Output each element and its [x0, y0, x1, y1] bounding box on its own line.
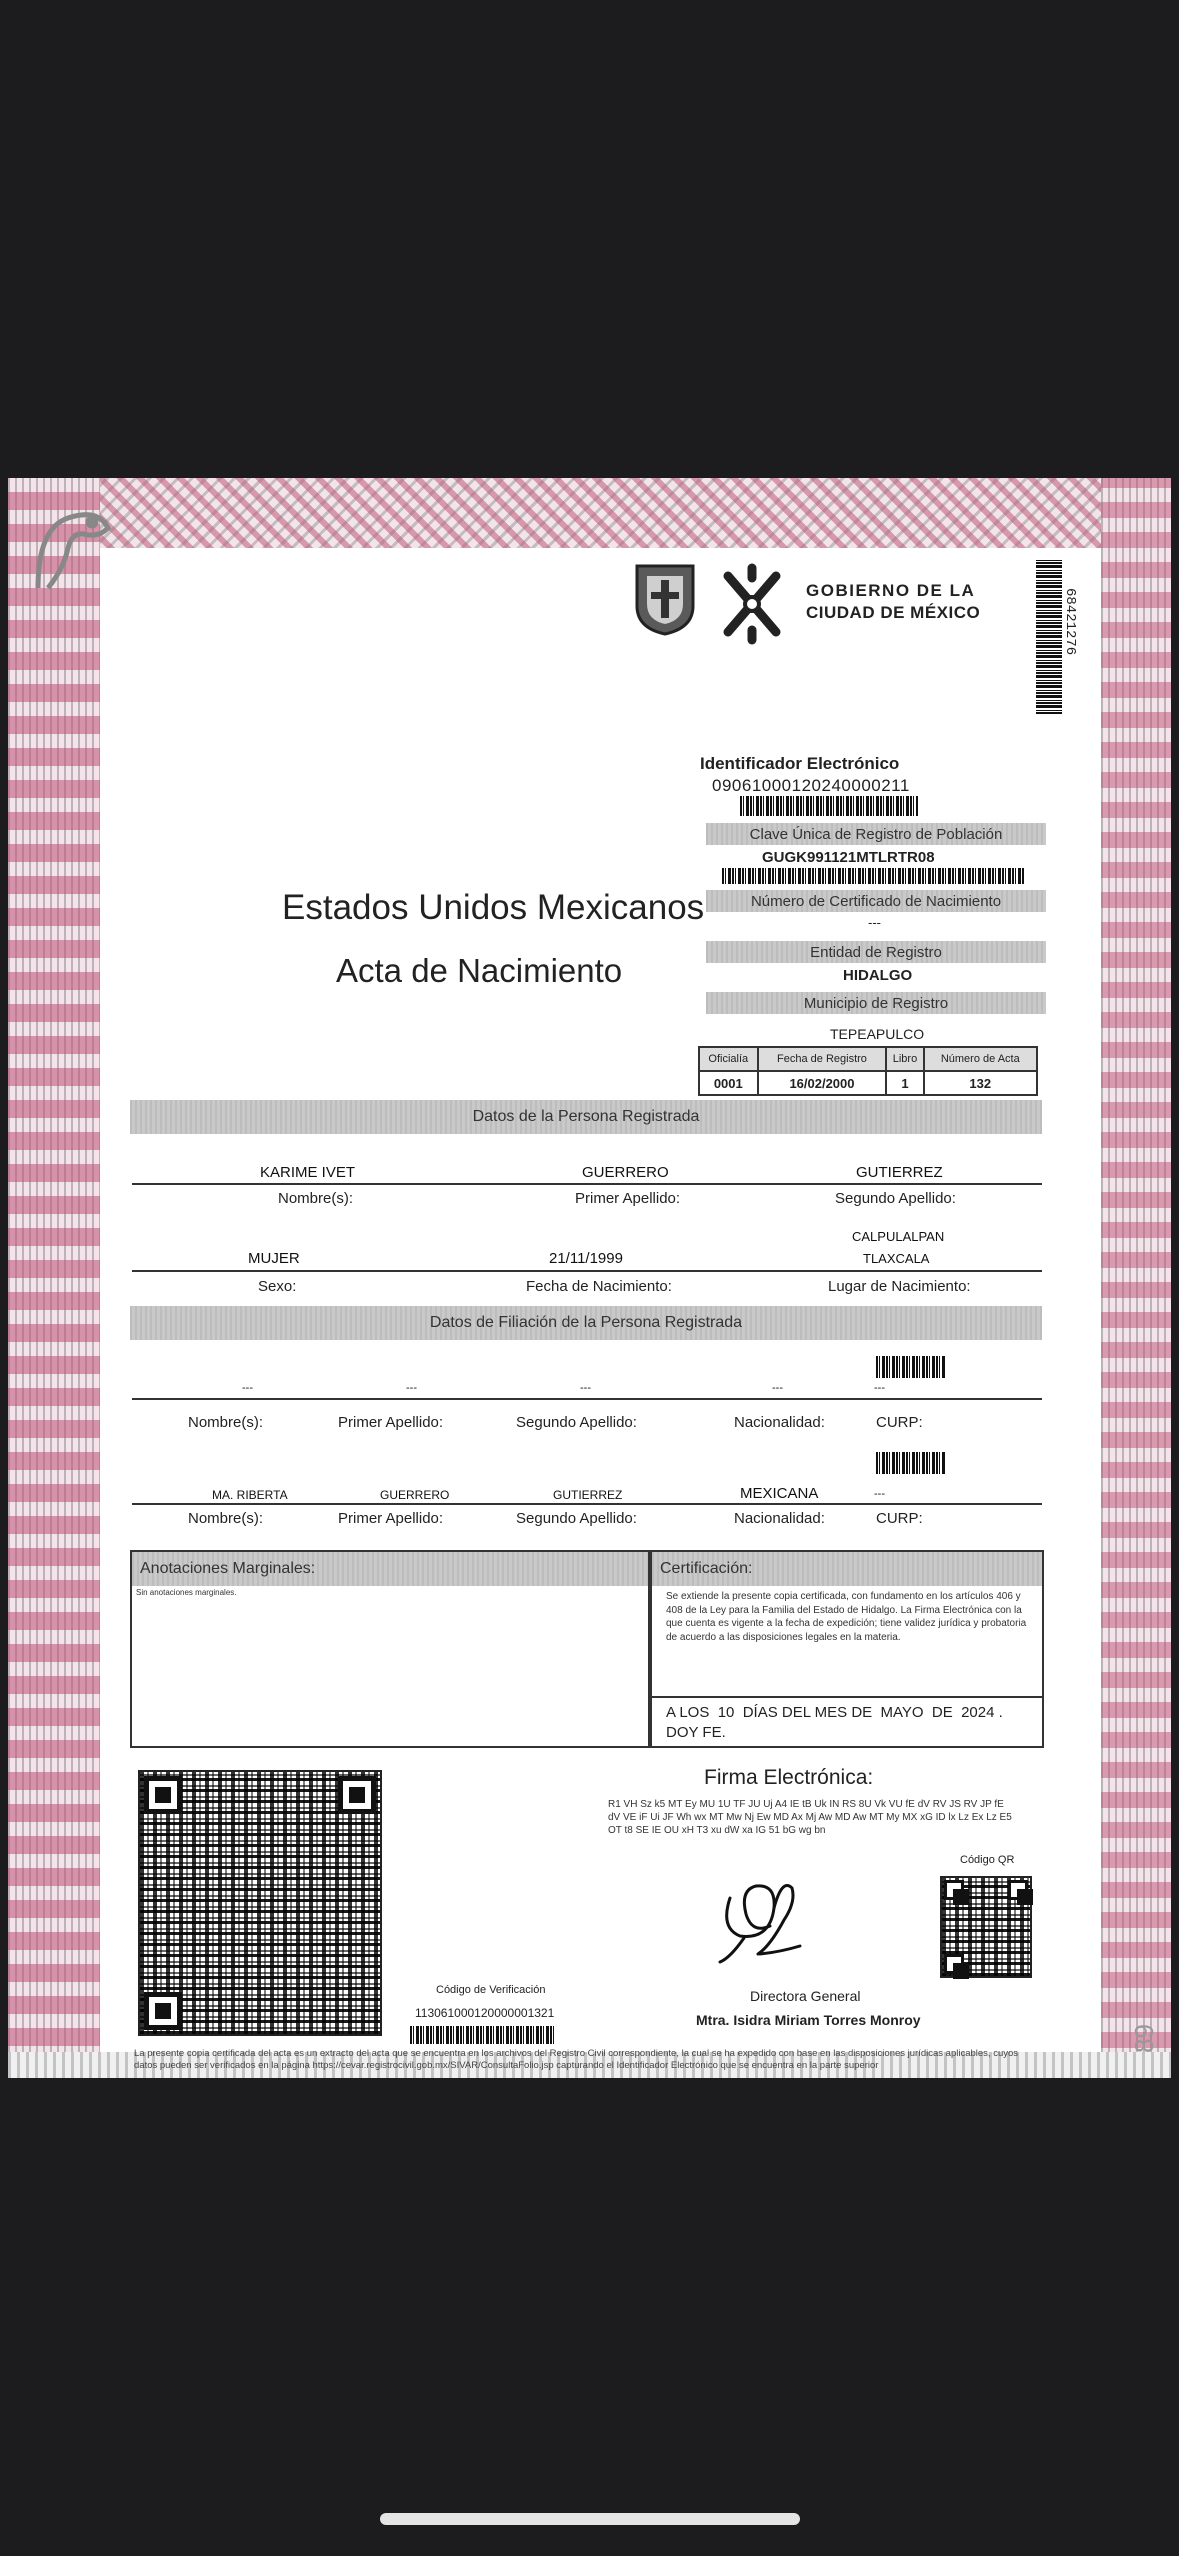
verificacion-label: Código de Verificación [436, 1984, 546, 1996]
persona-section-bar: Datos de la Persona Registrada [130, 1100, 1042, 1134]
parent1-nacionalidad: --- [772, 1382, 783, 1394]
persona-lbl-nombre: Nombre(s): [278, 1190, 354, 1207]
municipio-label-bar: Municipio de Registro [706, 992, 1046, 1014]
page-number: 89 [1128, 2024, 1159, 2053]
firma-cargo: Directora General [750, 1988, 861, 2004]
parent1-curp-barcode [876, 1356, 946, 1378]
filiacion-section-bar: Datos de Filiación de la Persona Registrada [130, 1306, 1042, 1340]
parent1-curp: --- [874, 1382, 885, 1394]
cdmx-logo-icon [718, 562, 786, 646]
persona-lbl-sexo: Sexo: [258, 1278, 297, 1295]
reg-header-fecha: Fecha de Registro [758, 1047, 887, 1071]
entidad-value: HIDALGO [843, 967, 913, 984]
verificacion-barcode [410, 2026, 556, 2044]
filiacion-line-2 [132, 1503, 1042, 1505]
codigo-qr-label: Código QR [960, 1854, 1015, 1866]
certificacion-fecha-line1: A LOS 10 DÍAS DEL MES DE MAYO DE 2024 . [666, 1704, 1003, 1721]
parent2-lbl-primer: Primer Apellido: [338, 1510, 444, 1527]
certificacion-divider [652, 1696, 1042, 1698]
firma-text: R1 VH Sz k5 MT Ey MU 1U TF JU Uj A4 IE tB Uk IN RS 8U Vk VU fE dV RV JS RV JP fE dV VE iF Ui JF Wh wx MT Mw Nj Ew MD Ax Mj Aw MD Aw MT My MX xG ID lx Lz Ex Lz E5 OT t8 SE IE OU xH T3 xu dW xa IG 51 bG wg bn [608, 1799, 1012, 1836]
persona-lbl-fecha: Fecha de Nacimiento: [526, 1278, 672, 1295]
certificacion-fecha-line2: DOY FE. [666, 1724, 726, 1741]
gov-name-line2: CIUDAD DE MÉXICO [806, 603, 981, 622]
certificacion-box [650, 1550, 1044, 1748]
curp-value: GUGK991121MTLRTR08 [762, 849, 935, 866]
anotaciones-text: Sin anotaciones marginales. [136, 1588, 237, 1597]
municipio-value: TEPEAPULCO [830, 1026, 925, 1042]
curp-barcode [722, 868, 1024, 884]
identificador-barcode [740, 796, 918, 816]
verificacion-value: 113061000120000001321 [415, 2006, 555, 2020]
reg-fecha: 16/02/2000 [758, 1071, 887, 1095]
parent2-primer: GUERRERO [380, 1488, 450, 1502]
entidad-label-bar: Entidad de Registro [706, 941, 1046, 963]
birth-certificate-document [8, 478, 1171, 2078]
coat-of-arms-icon [633, 562, 697, 636]
parent2-lbl-segundo: Segundo Apellido: [516, 1510, 637, 1527]
persona-line-1 [132, 1183, 1042, 1185]
persona-line-2 [132, 1270, 1042, 1272]
side-code: 68421276 [1062, 588, 1078, 656]
parent1-primer: --- [406, 1382, 417, 1394]
side-barcode [1036, 558, 1062, 714]
persona-fecha: 21/11/1999 [549, 1250, 623, 1267]
document-title-line1: Estados Unidos Mexicanos [282, 888, 705, 927]
director-signature [700, 1858, 820, 1978]
reg-libro: 1 [886, 1071, 923, 1095]
persona-sexo: MUJER [248, 1250, 300, 1267]
parent1-lbl-segundo: Segundo Apellido: [516, 1414, 637, 1431]
persona-lugar-line2: TLAXCALA [863, 1251, 930, 1266]
decorative-border-top [8, 478, 1171, 548]
reg-acta: 132 [924, 1071, 1037, 1095]
parent1-lbl-primer: Primer Apellido: [338, 1414, 444, 1431]
small-qr-code [940, 1876, 1032, 1978]
persona-lbl-lugar: Lugar de Nacimiento: [828, 1278, 971, 1295]
certificado-value: --- [868, 915, 881, 930]
curp-label-bar: Clave Única de Registro de Población [706, 823, 1046, 845]
persona-lbl-segundo: Segundo Apellido: [835, 1190, 956, 1207]
persona-nombre: KARIME IVET [260, 1164, 356, 1181]
certificacion-text: Se extiende la presente copia certificada, con fundamento en los artículos 406 y 408 de la Ley para la Familia del Estado de Hidalgo. La Firma Electrónica con la que cuenta es vigente a la fecha de expedición; tiene validez jurídica y probatoria de acuerdo a las disposiciones legales en la materia. [666, 1591, 1027, 1643]
parent2-lbl-nacionalidad: Nacionalidad: [734, 1510, 825, 1527]
persona-lbl-primer: Primer Apellido: [575, 1190, 681, 1207]
registro-table [698, 1046, 1038, 1096]
parent2-curp: --- [874, 1488, 885, 1500]
gov-name-line1: GOBIERNO DE LA [806, 581, 976, 600]
footer-disclaimer: La presente copia certificada del acta es un extracto del acta que se encuentra en los archivos del Registro Civil correspondiente, la cual se ha expedido con base en las disposiciones jurídicas aplicables, cuyos datos pueden ser verificados en la página https://cevar.registrocivil.gob.mx/SIVAR/ConsultaFolio.jsp capturando el Identificador Electrónico que se encuentra en la parte superior [134, 2048, 1019, 2072]
certificado-label-bar: Número de Certificado de Nacimiento [706, 890, 1046, 912]
parent2-lbl-nombre: Nombre(s): [188, 1510, 264, 1527]
parent1-lbl-nombre: Nombre(s): [188, 1414, 264, 1431]
identificador-value: 09061000120240000211 [712, 776, 910, 795]
filiacion-line-1 [132, 1398, 1042, 1400]
parent1-segundo: --- [580, 1382, 591, 1394]
persona-primer-apellido: GUERRERO [582, 1164, 669, 1181]
persona-segundo-apellido: GUTIERREZ [856, 1164, 943, 1181]
persona-lugar-line1: CALPULALPAN [852, 1229, 945, 1244]
large-qr-code [138, 1770, 382, 2036]
parent2-nacionalidad: MEXICANA [740, 1485, 819, 1502]
firma-label: Firma Electrónica: [704, 1766, 874, 1789]
parent1-nombre: --- [242, 1382, 253, 1394]
parent2-lbl-curp: CURP: [876, 1510, 923, 1527]
document-body [100, 548, 1101, 2072]
reg-oficialia: 0001 [699, 1071, 758, 1095]
serpent-ornament-icon [28, 498, 118, 598]
document-title-line2: Acta de Nacimiento [336, 952, 623, 989]
parent1-lbl-curp: CURP: [876, 1414, 923, 1431]
decorative-border-right [1101, 478, 1171, 2078]
certificacion-label: Certificación: [652, 1552, 1042, 1586]
reg-header-acta: Número de Acta [924, 1047, 1037, 1071]
anotaciones-box [130, 1550, 650, 1748]
home-indicator[interactable] [380, 2513, 800, 2525]
reg-header-oficialia: Oficialía [699, 1047, 758, 1071]
firma-nombre: Mtra. Isidra Miriam Torres Monroy [696, 2012, 921, 2028]
parent2-nombre: MA. RIBERTA [212, 1488, 288, 1502]
identificador-label: Identificador Electrónico [700, 754, 900, 773]
parent2-segundo: GUTIERREZ [553, 1488, 623, 1502]
parent1-lbl-nacionalidad: Nacionalidad: [734, 1414, 825, 1431]
anotaciones-label: Anotaciones Marginales: [132, 1552, 648, 1586]
parent2-curp-barcode [876, 1452, 946, 1474]
decorative-border-left [8, 478, 100, 2078]
reg-header-libro: Libro [886, 1047, 923, 1071]
